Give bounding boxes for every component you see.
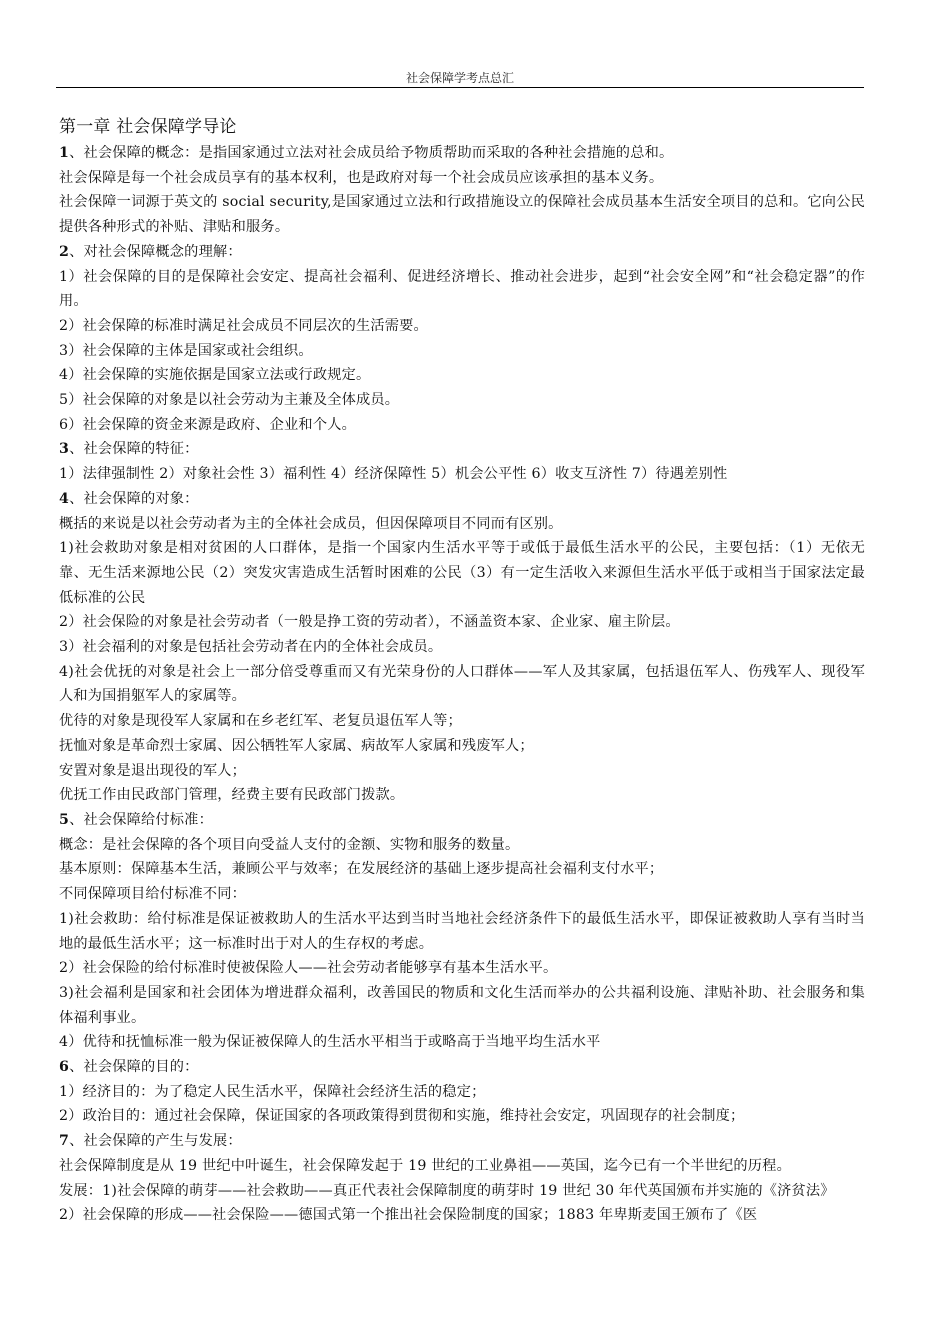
section-number: 3 [59,441,70,458]
paragraph [59,339,865,364]
paragraph-text: 概念：是社会保障的各个项目向受益人支付的金额、实物和服务的数量。 [59,836,520,853]
paragraph-text: 4）优待和抚恤标准一般为保证被保障人的生活水平相当于或略高于当地平均生活水平 [59,1034,601,1051]
paragraph-text: 1)社会救助对象是相对贫困的人口群体，是指一个国家内生活水平等于或低于最低生活水平的公民，主要包括：（1）无依无靠、无生活来源地公民（2）突发灾害造成生活暂时困难的公民（3）有一定生活收入来源但生活水平低于或相当于国家法定最低标准的公民 [59,540,865,606]
paragraph [59,882,865,907]
paragraph-text: 2）社会保险的对象是社会劳动者（一般是挣工资的劳动者），不涵盖资本家、企业家、雇主阶层。 [59,614,680,631]
paragraph [59,512,865,537]
header-title: 社会保障学考点总汇 [405,71,514,85]
section-number: 4 [59,490,70,507]
paragraph-text: 优抚工作由民政部门管理，经费主要有民政部门拨款。 [59,787,405,804]
document-body [59,114,865,1228]
paragraph [59,413,865,438]
paragraph [59,190,865,239]
paragraph-text: 、社会保障的对象： [69,490,199,507]
paragraph-text: 基本原则：保障基本生活，兼顾公平与效率；在发展经济的基础上逐步提高社会福利支付水平； [59,861,664,878]
paragraph-text: 、社会保障的概念：是指国家通过立法对社会成员给予物质帮助而采取的各种社会措施的总和。 [69,145,674,161]
paragraph [59,1080,865,1105]
paragraph-text: 2）社会保障的标准时满足社会成员不同层次的生活需要。 [59,317,428,334]
section-number: 1 [59,145,70,161]
section-heading [59,1129,865,1154]
paragraph-text: 5）社会保障的对象是以社会劳动为主兼及全体成员。 [59,392,400,409]
paragraph-text: 1）社会保障的目的是保障社会安定、提高社会福利、促进经济增长、推动社会进步，起到“社会安全网”和“社会稳定器”的作用。 [59,268,865,310]
paragraph-text: 6）社会保障的资金来源是政府、企业和个人。 [59,416,356,433]
paragraph-text: 4）社会保障的实施依据是国家立法或行政规定。 [59,367,371,384]
section-heading [59,487,865,512]
paragraph-list [59,141,865,1228]
paragraph-text: 社会保障一词源于英文的 social security,是国家通过立法和行政措施设立的保障社会成员基本生活安全项目的总和。它向公民提供各种形式的补贴、津贴和服务。 [59,194,865,236]
paragraph-text: 安置对象是退出现役的军人； [59,762,247,779]
paragraph-text: 、社会保障的目的： [69,1059,199,1076]
paragraph [59,857,865,882]
paragraph [59,1154,865,1179]
section-number: 2 [59,243,70,260]
section-heading [59,1055,865,1080]
paragraph [59,166,865,191]
section-number: 5 [59,811,70,828]
section-number: 7 [59,1133,70,1150]
paragraph-text: 1)社会救助：给付标准是保证被救助人的生活水平达到当时当地社会经济条件下的最低生活水平，即保证被救助人享有当时当地的最低生活水平；这一标准时出于对人的生存权的考虑。 [59,910,865,952]
paragraph-text: 1）经济目的：为了稳定人民生活水平，保障社会经济生活的稳定； [59,1083,486,1100]
paragraph-text: 优待的对象是现役军人家属和在乡老红军、老复员退伍军人等； [59,713,462,730]
paragraph-text: 、对社会保障概念的理解： [69,243,242,260]
paragraph [59,314,865,339]
paragraph [59,363,865,388]
section-heading [59,437,865,462]
paragraph [59,610,865,635]
paragraph-text: 3）社会保障的主体是国家或社会组织。 [59,342,313,359]
paragraph-text: 抚恤对象是革命烈士家属、因公牺牲军人家属、病故军人家属和残废军人； [59,737,534,754]
paragraph-text: 2）社会保险的给付标准时使被保险人——社会劳动者能够享有基本生活水平。 [59,960,558,977]
paragraph-text: 概括的来说是以社会劳动者为主的全体社会成员，但因保障项目不同而有区别。 [59,515,563,532]
section-heading [59,240,865,265]
paragraph [59,388,865,413]
paragraph [59,265,865,314]
paragraph-text: 社会保障是每一个社会成员享有的基本权利，也是政府对每一个社会成员应该承担的基本义务。 [59,169,664,186]
page-header [56,70,864,88]
paragraph [59,1203,865,1228]
paragraph-text: 1）法律强制性 2）对象社会性 3）福利性 4）经济保障性 5）机会公平性 6）收支互济性 7）待遇差别性 [59,466,728,483]
paragraph [59,1030,865,1055]
paragraph-text: 不同保障项目给付标准不同： [59,886,247,903]
paragraph [59,462,865,487]
paragraph [59,907,865,956]
paragraph [59,759,865,784]
paragraph [59,536,865,610]
paragraph [59,660,865,709]
chapter-title: 第一章 社会保障学导论 [59,117,237,137]
paragraph-text: 3）社会福利的对象是包括社会劳动者在内的全体社会成员。 [59,639,443,656]
paragraph-text: 、社会保障的特征： [69,441,199,458]
paragraph [59,783,865,808]
paragraph-text: 4)社会优抚的对象是社会上一部分倍受尊重而又有光荣身份的人口群体——军人及其家属，包括退伍军人、伤残军人、现役军人和为国捐躯军人的家属等。 [59,663,865,705]
paragraph [59,709,865,734]
paragraph-text: 社会保障制度是从 19 世纪中叶诞生，社会保障发起于 19 世纪的工业鼻祖——英国，迄今已有一个半世纪的历程。 [59,1157,791,1174]
section-number: 6 [59,1059,70,1076]
paragraph-text: 2）社会保障的形成——社会保险——德国式第一个推出社会保险制度的国家；1883 年卑斯麦国王颁布了《医 [59,1207,758,1224]
paragraph-text: 发展：1)社会保障的萌芽——社会救助——真正代表社会保障制度的萌芽时 19 世纪 30 年代英国颁布并实施的《济贫法》 [59,1182,835,1199]
paragraph [59,1179,865,1204]
paragraph [59,981,865,1030]
paragraph [59,1104,865,1129]
paragraph [59,956,865,981]
section-heading [59,808,865,833]
paragraph-text: 、社会保障的产生与发展： [69,1133,242,1150]
paragraph [59,734,865,759]
section-heading [59,141,865,166]
paragraph-text: 、社会保障给付标准： [69,811,213,828]
paragraph-text: 2）政治目的：通过社会保障，保证国家的各项政策得到贯彻和实施，维持社会安定，巩固现存的社会制度； [59,1108,745,1125]
paragraph [59,833,865,858]
paragraph-text: 3)社会福利是国家和社会团体为增进群众福利，改善国民的物质和文化生活而举办的公共福利设施、津贴补助、社会服务和集体福利事业。 [59,984,865,1026]
paragraph [59,635,865,660]
